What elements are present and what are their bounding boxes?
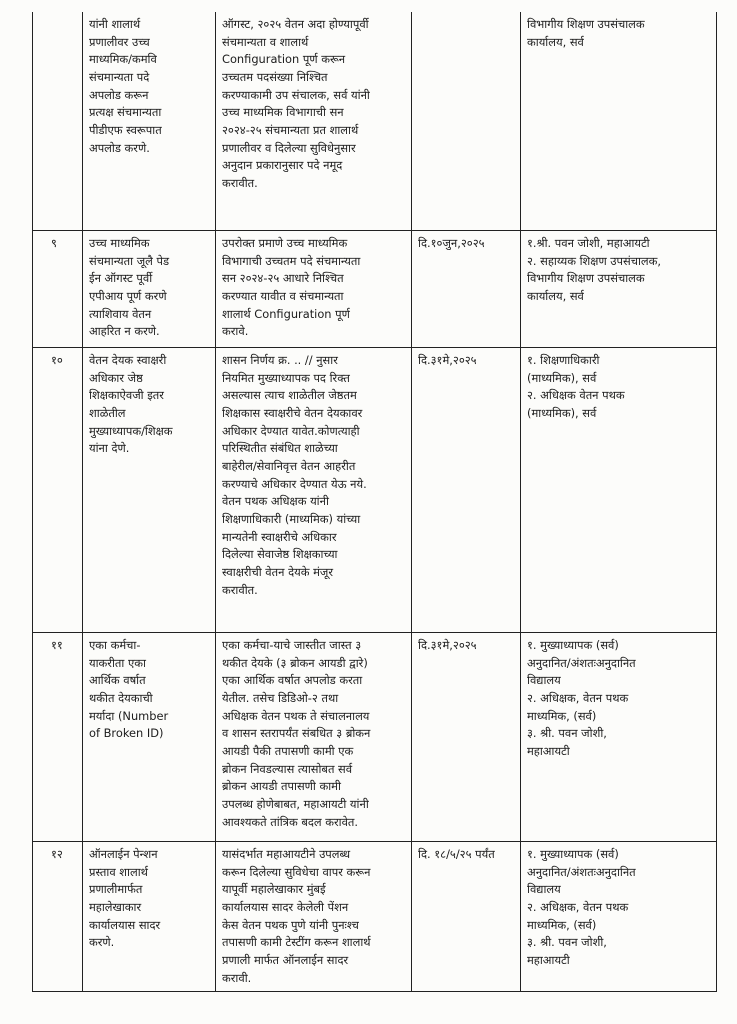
cell-line: माध्यमिक, (सर्व) (527, 917, 597, 932)
cell-line: महाआयटी (527, 744, 570, 759)
cell-line: २. अधिक्षक वेतन पथक (527, 388, 625, 403)
cell-line: कार्यालय, सर्व (527, 34, 584, 49)
serial-number: ९ (51, 236, 57, 250)
cell-line: २. सहाय्यक शिक्षण उपसंचालक, (527, 253, 661, 268)
table-row (33, 842, 717, 992)
deadline-cell (412, 842, 521, 992)
cell-line: अपलोड करणे. (89, 140, 150, 155)
cell-line: याकरीता एका (89, 655, 146, 670)
task-cell (83, 633, 216, 842)
cell-line: अनुदानित/अंशतःअनुदानित (527, 655, 636, 670)
cell-line: करून दिलेल्या सुविधेचा वापर करून (222, 864, 371, 879)
cell-line: of Broken ID) (89, 726, 164, 741)
cell-line: २. अधिक्षक, वेतन पथक (527, 691, 629, 706)
cell-line: केस वेतन पथक पुणे यांनी पुनःश्च (222, 917, 359, 932)
cell-line: एका आर्थिक वर्षात अपलोड करता (222, 673, 363, 688)
deadline-date: दि. १८/५/२५ पर्यंत (418, 847, 495, 861)
cell-line: विभागीय शिक्षण उपसंचालक (527, 271, 645, 286)
cell-line: करणे. (89, 935, 115, 950)
deadline-date: दि.१०जुन,२०२५ (418, 236, 485, 250)
cell-line: आहरित न करणे. (89, 324, 160, 339)
cell-line: १. मुख्याध्यापक (सर्व) (527, 638, 619, 652)
cell-line: आयडी पैकी तपासणी कामी एक (222, 744, 354, 759)
cell-line: करण्याकामी उप संचालक, सर्व यांनी (222, 87, 370, 102)
cell-line: शिक्षकास स्वाक्षरीचे वेतन देयकावर (222, 406, 363, 421)
action-table (32, 12, 717, 992)
task-cell (83, 348, 216, 633)
cell-line: एपीआय पूर्ण करणे (89, 289, 167, 304)
cell-line: शालार्थ Configuration पूर्ण (222, 306, 350, 321)
cell-line: उच्चतम पदसंख्या निश्चित (222, 70, 328, 85)
task-cell (83, 12, 216, 231)
cell-line: उपलब्ध होणेबाबत, महाआयटी यांनी (222, 797, 369, 812)
cell-line: परिस्थितीत संबंधित शाळेच्या (222, 441, 338, 456)
cell-line: यापूर्वी महालेखाकार मुंबई (222, 882, 326, 897)
serial-number: १० (51, 353, 63, 367)
cell-line: ब्रोकन आयडी तपासणी कामी (222, 779, 341, 794)
cell-line: महाआयटी (527, 953, 570, 968)
deadline-cell (412, 633, 521, 842)
cell-line: १. शिक्षणाधिकारी (527, 353, 600, 367)
cell-line: महालेखाकार (89, 900, 142, 915)
responsible-cell (521, 231, 717, 348)
table-row (33, 231, 717, 348)
deadline-cell (412, 348, 521, 633)
table-row (33, 12, 717, 231)
cell-line: यांनी शालार्थ (89, 17, 141, 31)
cell-line: मान्यतेनी स्वाक्षरीचे अधिकार (222, 529, 337, 544)
cell-line: येतील. तसेच डिडिओ-२ तथा (222, 691, 339, 706)
description-cell (216, 633, 412, 842)
table-row (33, 633, 717, 842)
task-cell (83, 842, 216, 992)
cell-line: कार्यालयास सादर (89, 917, 161, 932)
cell-line: अनुदान प्रकारानुसार पदे नमूद (222, 158, 343, 173)
cell-line: पीडीएफ स्वरूपात (89, 123, 162, 138)
cell-line: स्वाक्षरीची वेतन देयके मंजूर (222, 565, 334, 580)
cell-line: करावी. (222, 970, 252, 985)
cell-line: करावीत. (222, 582, 258, 597)
cell-line: थकीत देयके (३ ब्रोकन आयडी द्वारे) (222, 655, 368, 670)
cell-line: विभागीय शिक्षण उपसंचालक (527, 17, 645, 31)
cell-line: प्रणालीवर उच्च (89, 34, 150, 49)
serial-number: १२ (51, 847, 63, 861)
cell-line: ३. श्री. पवन जोशी, (527, 935, 607, 950)
serial-number: ११ (51, 638, 63, 652)
responsible-cell (521, 842, 717, 992)
cell-line: १. मुख्याध्यापक (सर्व) (527, 847, 619, 861)
serial-number-cell (33, 231, 83, 348)
deadline-date: दि.३१मे,२०२५ (418, 638, 477, 652)
cell-line: विद्यालय (527, 673, 561, 688)
cell-line: अपलोड करून (89, 87, 149, 102)
cell-line: माध्यमिक/कमवि (89, 52, 157, 67)
cell-line: विद्यालय (527, 882, 561, 897)
cell-line: प्रणाली मार्फत ऑनलाईन सादर (222, 953, 349, 968)
serial-number-cell (33, 348, 83, 633)
cell-line: करण्याचे अधिकार देण्यात येऊ नये. (222, 476, 367, 491)
cell-line: थकीत देयकाची (89, 691, 153, 706)
description-cell (216, 12, 412, 231)
cell-line: त्याशिवाय वेतन (89, 306, 152, 321)
responsible-cell (521, 348, 717, 633)
cell-line: ऑगस्ट, २०२५ वेतन अदा होण्यापूर्वी (222, 17, 369, 31)
cell-line: संचमान्यता जूलै पेड (89, 253, 170, 268)
cell-line: विभागाची उच्चतम पदे संचमान्यता (222, 253, 361, 268)
cell-line: कार्यालयास सादर केलेली पेंशन (222, 900, 349, 915)
cell-line: यासंदर्भात महाआयटीने उपलब्ध (222, 847, 351, 861)
cell-line: उपरोक्त प्रमाणे उच्च माध्यमिक (222, 236, 348, 250)
responsible-cell (521, 633, 717, 842)
cell-line: एका कर्मचा-याचे जास्तीत जास्त ३ (222, 638, 362, 652)
cell-line: २०२४-२५ संचमान्यता प्रत शालार्थ (222, 123, 359, 138)
cell-line: संचमान्यता व शालार्थ (222, 34, 309, 49)
cell-line: संचमान्यता पदे (89, 70, 150, 85)
description-cell (216, 348, 412, 633)
cell-line: बाहेरील/सेवानिवृत्त वेतन आहरीत (222, 459, 356, 474)
cell-line: अधिक्षक वेतन पथक ते संचालनालय (222, 708, 370, 723)
cell-line: वेतन पथक अधिक्षक यांनी (222, 494, 329, 509)
deadline-cell (412, 231, 521, 348)
description-cell (216, 231, 412, 348)
cell-line: असल्यास त्याच शाळेतील जेष्ठतम (222, 388, 357, 403)
deadline-cell (412, 12, 521, 231)
cell-line: मर्यादा (Number (89, 708, 169, 723)
cell-line: २. अधिक्षक, वेतन पथक (527, 900, 629, 915)
cell-line: अधिकार देण्यात यावेत.कोणत्याही (222, 423, 360, 438)
cell-line: मुख्याध्यापक/शिक्षक (89, 423, 173, 438)
cell-line: आर्थिक वर्षात (89, 673, 146, 688)
cell-line: करण्यात यावीत व संचमान्यता (222, 289, 344, 304)
cell-line: ईन ऑगस्ट पूर्वी (89, 271, 153, 286)
cell-line: करावे. (222, 324, 249, 339)
cell-line: Configuration पूर्ण करून (222, 52, 346, 67)
cell-line: यांना देणे. (89, 441, 130, 456)
deadline-date: दि.३१मे,२०२५ (418, 353, 477, 367)
cell-line: उच्च माध्यमिक (89, 236, 150, 250)
cell-line: कार्यालय, सर्व (527, 289, 584, 304)
cell-line: प्रस्ताव शालार्थ (89, 864, 148, 879)
cell-line: प्रणालीमार्फत (89, 882, 143, 897)
cell-line: प्रत्यक्ष संचमान्यता (89, 105, 162, 120)
serial-number-cell (33, 12, 83, 231)
cell-line: व शासन स्तरापर्यंत संबधित ३ ब्रोकन (222, 726, 371, 741)
cell-line: तपासणी कामी टेस्टींग करून शालार्थ (222, 935, 371, 950)
table-row (33, 348, 717, 633)
cell-line: माध्यमिक, (सर्व) (527, 708, 597, 723)
cell-line: (माध्यमिक), सर्व (527, 406, 597, 421)
responsible-cell (521, 12, 717, 231)
cell-line: शासन निर्णय क्र. .. // नुसार (222, 353, 338, 367)
cell-line: आवश्यकते तांत्रिक बदल करावेत. (222, 814, 359, 829)
cell-line: वेतन देयक स्वाक्षरी (89, 353, 167, 367)
task-cell (83, 231, 216, 348)
cell-line: दिलेल्या सेवाजेष्ठ शिक्षकाच्या (222, 547, 338, 562)
cell-line: शाळेतील (89, 406, 126, 421)
cell-line: ब्रोकन निवडल्यास त्यासोबत सर्व (222, 761, 353, 776)
cell-line: नियमित मुख्याध्यापक पद रिक्त (222, 370, 350, 385)
cell-line: प्रणालीवर व दिलेल्या सुविधेनुसार (222, 140, 356, 155)
cell-line: ३. श्री. पवन जोशी, (527, 726, 607, 741)
cell-line: (माध्यमिक), सर्व (527, 370, 597, 385)
cell-line: अधिकार जेष्ठ (89, 370, 143, 385)
cell-line: सन २०२४-२५ आधारे निश्चित (222, 271, 344, 286)
cell-line: शिक्षणाधिकारी (माध्यमिक) यांच्या (222, 512, 361, 527)
cell-line: एका कर्मचा- (89, 638, 141, 652)
cell-line: १.श्री. पवन जोशी, महाआयटी (527, 236, 650, 250)
cell-line: शिक्षकाऐवजी इतर (89, 388, 164, 403)
description-cell (216, 842, 412, 992)
serial-number-cell (33, 633, 83, 842)
cell-line: ऑनलाईन पेन्शन (89, 847, 158, 861)
cell-line: उच्च माध्यमिक विभागाची सन (222, 105, 344, 120)
serial-number-cell (33, 842, 83, 992)
cell-line: करावीत. (222, 176, 258, 191)
cell-line: अनुदानित/अंशतःअनुदानित (527, 864, 636, 879)
